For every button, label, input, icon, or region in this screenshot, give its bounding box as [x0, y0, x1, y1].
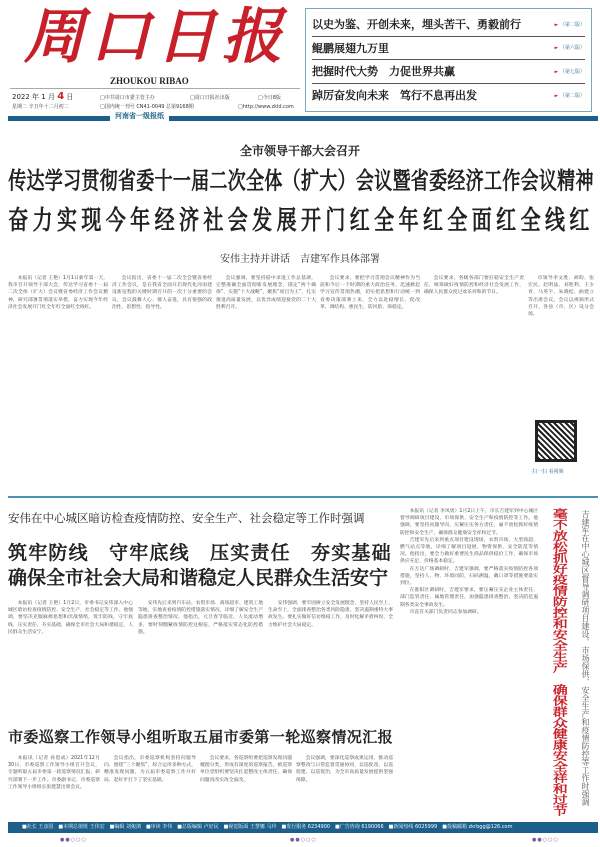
- second-kicker: 安伟在中心城区暗访检查疫情防控、安全生产、社会稳定等工作时强调: [8, 511, 365, 525]
- website[interactable]: □http://www.zkld.com: [238, 104, 294, 110]
- link-title: 以史为鉴、开创未来，埋头苦干、勇毅前行: [312, 18, 521, 32]
- lead-headline-2: 奋力实现今年经济社会发展开门红全年红全面红全线红: [8, 204, 594, 236]
- second-body-col: 本报讯（记者 王艳）1月2日，市委书记安伟深入中心城区暗访检查疫情防控、安全生产、社会稳定等工作。他强调，要坚决克服麻痹思想和厌战情绪，筑牢防线、守牢底线，压实责任、夯实基础，确保全市社会大局和谐稳定、人民群众生活安宁。: [8, 601, 133, 635]
- right-paragraph: 市直有关部门负责同志参加调研。: [409, 609, 482, 615]
- issn: □国内统一刊号 CN41-0049 总第9168期: [100, 104, 194, 110]
- lead-body-col: 会议强调，要坚持稳中求进工作总基调，完整准确全面贯彻新发展理念，锚定“两个确保”，实施“十大战略”，聚焦“项目为王”，扎实推进高质量发展，以优异成绩迎接党的二十大胜利召开。: [216, 276, 316, 310]
- qr-label: 扫一扫 看视频: [532, 469, 564, 475]
- divider: [10, 88, 300, 89]
- weekday: 星期二 辛丑年十二月初二: [12, 104, 69, 110]
- right-headline: 毫不放松抓好疫情防控和安全生产 确保群众健康安全祥和过节: [550, 508, 569, 816]
- lead-body-col: 本报讯（记者 王艳）1月1日新年第一天，我市召开领导干部大会，传达学习省委十一届二次全体（扩大）会议暨省委经济工作会议精神，研究部署贯彻落实举措，奋力实现今年经济社会发展开门红全年红全面红全线红。: [8, 276, 108, 310]
- top-link[interactable]: [312, 37, 585, 61]
- top-link[interactable]: [312, 13, 585, 37]
- date-month: 1: [41, 93, 46, 101]
- masthead-bar: [8, 116, 598, 121]
- third-body-col: 本报讯（记者 孙恩成）2021年12月30日，市委巡察工作领导小组召开会议，专题听取五届市委第一轮巡察情况汇报，研究部署下一步工作。市委副书记、市委巡察工作领导小组组长张建慧出席会议。: [8, 756, 100, 790]
- section-divider: [8, 496, 598, 498]
- top-link[interactable]: [312, 84, 585, 108]
- page-ref: ► （第二版）: [555, 21, 585, 28]
- link-title: 踔厉奋发向未来 笃行不息再出发: [312, 89, 477, 103]
- lead-body-col: 市领导李文胜、胡昀、张宏民、赵明晶、刘胜利、王少青、马英宇、朱晓松、曲建立等出席会议。会议以视频形式召开，各县（市、区）设分会场。: [528, 276, 594, 318]
- masthead-pinyin: ZHOUKOU RIBAO: [110, 76, 189, 86]
- right-article-body: [400, 508, 538, 818]
- top-links-box: [305, 8, 592, 112]
- page-dots: ●●○○○: [290, 837, 317, 843]
- third-body-col: 会议强调，要深化巡察成果运用，推动巡察整改与日常监督贯通协同，以巡促改、以巡促建、以巡促治，为全市高质量发展提供坚强保障。: [296, 756, 393, 783]
- page-ref: ► （第二版）: [555, 92, 585, 99]
- publisher: □周口日报社出版: [190, 95, 230, 101]
- page-ref: ► （第六版）: [555, 44, 585, 51]
- newspaper-grade: 河南省一级报纸: [110, 112, 169, 121]
- qr-code[interactable]: [535, 420, 577, 462]
- link-title: 把握时代大势 力促世界共赢: [312, 65, 455, 79]
- third-headline: 市委巡察工作领导小组听取五届市委第一轮巡察情况汇报: [8, 728, 394, 746]
- page-count: □今日8版: [258, 95, 281, 101]
- footer-credits: ■社长 王彦国 ■本期总值班 王伟宏 ■编辑 刘俊浏 ■审读 李伟 ■总版编辑 卢好民 ■视觉版面 王慧娜 马玲 ■发行服务 6234900 ■广告咨询 6190066 ■新闻热线 6025999 ■投稿邮箱 zkrbgg@126.com: [8, 822, 598, 833]
- page-dots: ●●○○○: [532, 837, 559, 843]
- sponsor: □中共周口市委主管主办: [100, 95, 155, 101]
- lead-headline-1: 传达学习贯彻省委十一届二次全体（扩大）会议暨省委经济工作会议精神: [8, 167, 594, 195]
- top-link[interactable]: [312, 60, 585, 84]
- date-year: 2022: [12, 93, 30, 101]
- second-headline-1: 筑牢防线 守牢底线 压实责任 夯实基础: [8, 542, 392, 564]
- third-body-col: 会议指出，市委巡察机构坚持问题导向，围绕“三个聚焦”，综合运用多种方式，精准发现问题，为五届市委巡察工作开好局、起好步打下了坚实基础。: [104, 756, 196, 783]
- page-dots: ●●○○○: [60, 837, 87, 843]
- page-ref: ► （第七版）: [555, 68, 585, 75]
- second-headline-2: 确保全市社会大局和谐稳定人民群众生活安宁: [8, 567, 389, 589]
- second-body-col: 安伟先后来到汽车站、农贸市场、商场超市、建筑工地等地，实地查看疫情防控措施落实情况，详细了解安全生产隐患排查整治情况。他指出，元旦春节临近，人员流动增多，要时刻绷紧疫情防控这根弦，严格落实常态化防控措施。: [138, 601, 263, 635]
- right-paragraph: 在淮阳区调研时，吉建军要求，要压紧压实企业主体责任、部门监管责任、属地管理责任，加强隐患排查整治，坚决防范遏制各类安全事故发生。: [400, 588, 538, 608]
- date-day: 4: [57, 91, 65, 102]
- second-body-col: 安伟强调，要牢固树立安全发展理念，坚持人民至上、生命至上，全面排查整治各类风险隐患，坚决遏制重特大事故发生。要扎实做好信访维稳工作，及时化解矛盾纠纷，全力维护社会大局稳定。: [268, 601, 393, 628]
- lead-body-col: 会议指出，省委十一届二次全会暨省委经济工作会议，是在我省全面开启现代化河南建设新征程的关键时期召开的一次十分重要的会议，会议鼓舞人心、催人奋进，具有很强的政治性、思想性、指导性。: [112, 276, 212, 310]
- issue-date: 2022 年 1 月 4 日: [12, 91, 74, 102]
- lead-body-col: 会议要求，各级各部门要扛稳安全生产责任，统筹做好疫情防控和经济社会发展工作，确保人民群众度过欢乐祥和的节日。: [424, 276, 524, 296]
- lead-kicker: 全市领导干部大会召开: [239, 144, 360, 158]
- lead-body-col: 会议要求，要把学习贯彻会议精神作为当前和今后一个时期的重大政治任务，迅速掀起学习宣传贯彻热潮，切实把思想和行动统一到省委决策部署上来，全力以赴稳增长、促改革、调结构、惠民生、防风险、保稳定。: [320, 276, 420, 310]
- right-paragraph: 吉建军先后来到重点项目建设现场、农贸市场、大型商超、燃气站点等地，详细了解项目进展、物资保供、安全防范等情况。他指出，要全力做好重要民生商品保供稳价工作，确保市场供应充足、价格基本稳定。: [400, 537, 538, 565]
- link-title: 鲲鹏展翅九万里: [312, 41, 389, 55]
- right-paragraph: 本报讯（记者 李凤勇）1月2日上午，市长吉建军到中心城区督导调研项目建设、市场保供、安全生产和疫情防控等工作。他强调，要坚持问题导向，压紧压实各方责任，毫不放松抓好疫情防控和安全生产，确保群众健康安全祥和过节。: [400, 509, 538, 536]
- masthead-logo: 周口日报: [24, 2, 288, 72]
- lead-subtitle: 安伟主持并讲话 吉建军作具体部署: [220, 254, 380, 265]
- right-kicker: 吉建军在中心城区督导调研项目建设、市场保供、安全生产和疫情防控等工作时强调: [581, 510, 590, 806]
- right-paragraph: 在万达广场调研时，吉建军强调，要严格落实疫情防控各项措施，坚持人、物、环境同防，扫码测温、戴口罩等措施要落实到位。: [400, 566, 538, 587]
- third-body-col: 会议要求，各巡察组要把巡察发现问题梳理分类，形成有深度的巡察报告。被巡察单位党组织要坚决扛起整改主体责任，确保问题真改实改全面改。: [200, 756, 292, 783]
